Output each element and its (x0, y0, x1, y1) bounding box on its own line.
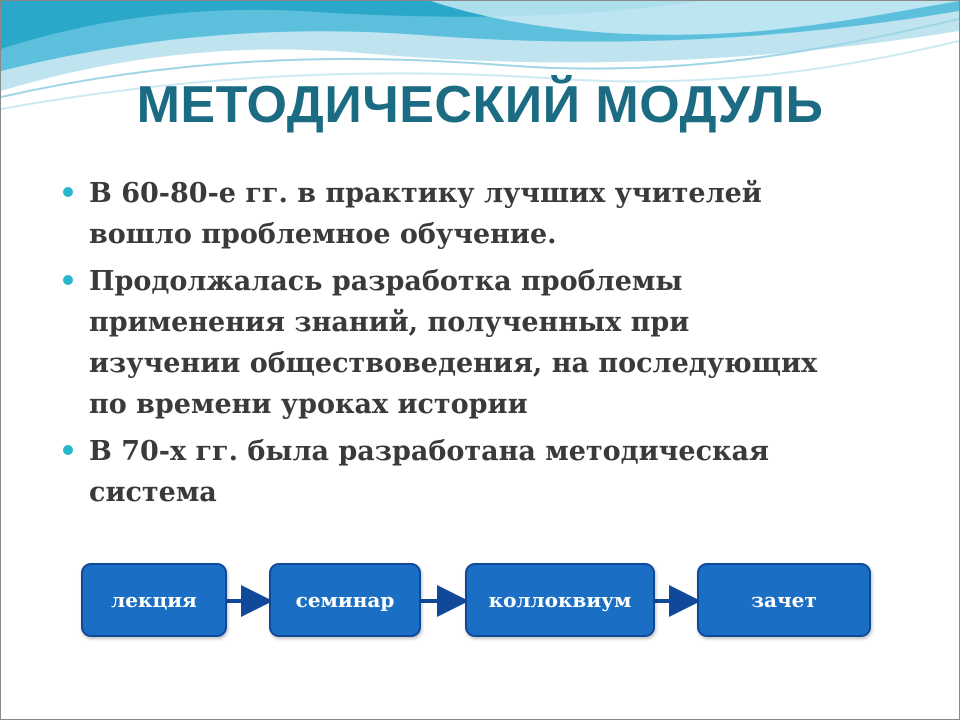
bullet-line: В 60-80-е гг. в практику лучших учителей (89, 178, 762, 209)
slide-title: МЕТОДИЧЕСКИЙ МОДУЛЬ (136, 76, 824, 134)
flow-step-colloquium: коллоквиум (465, 563, 655, 637)
bullet-item (61, 173, 901, 255)
bullet-line: применения знаний, полученных при (89, 307, 690, 338)
flow-step-seminar: семинар (269, 563, 421, 637)
flow-step-credit: зачет (697, 563, 871, 637)
bullet-dot-icon (63, 275, 73, 285)
flow-diagram (1, 561, 959, 641)
flow-step-lecture: лекция (81, 563, 227, 637)
bullet-line: система (89, 477, 217, 508)
bullet-item (61, 431, 901, 513)
bullet-line: изучении обществоведения, на последующих (89, 348, 818, 379)
bullet-item (61, 261, 901, 425)
bullet-line: Продолжалась разработка проблемы (89, 266, 683, 297)
bullet-line: В 70-х гг. была разработана методическая (89, 436, 769, 467)
bullet-line: вошло проблемное обучение. (89, 219, 557, 250)
bullet-line: по времени уроках истории (89, 389, 528, 420)
bullet-dot-icon (63, 445, 73, 455)
bullet-list (61, 173, 901, 519)
bullet-dot-icon (63, 187, 73, 197)
